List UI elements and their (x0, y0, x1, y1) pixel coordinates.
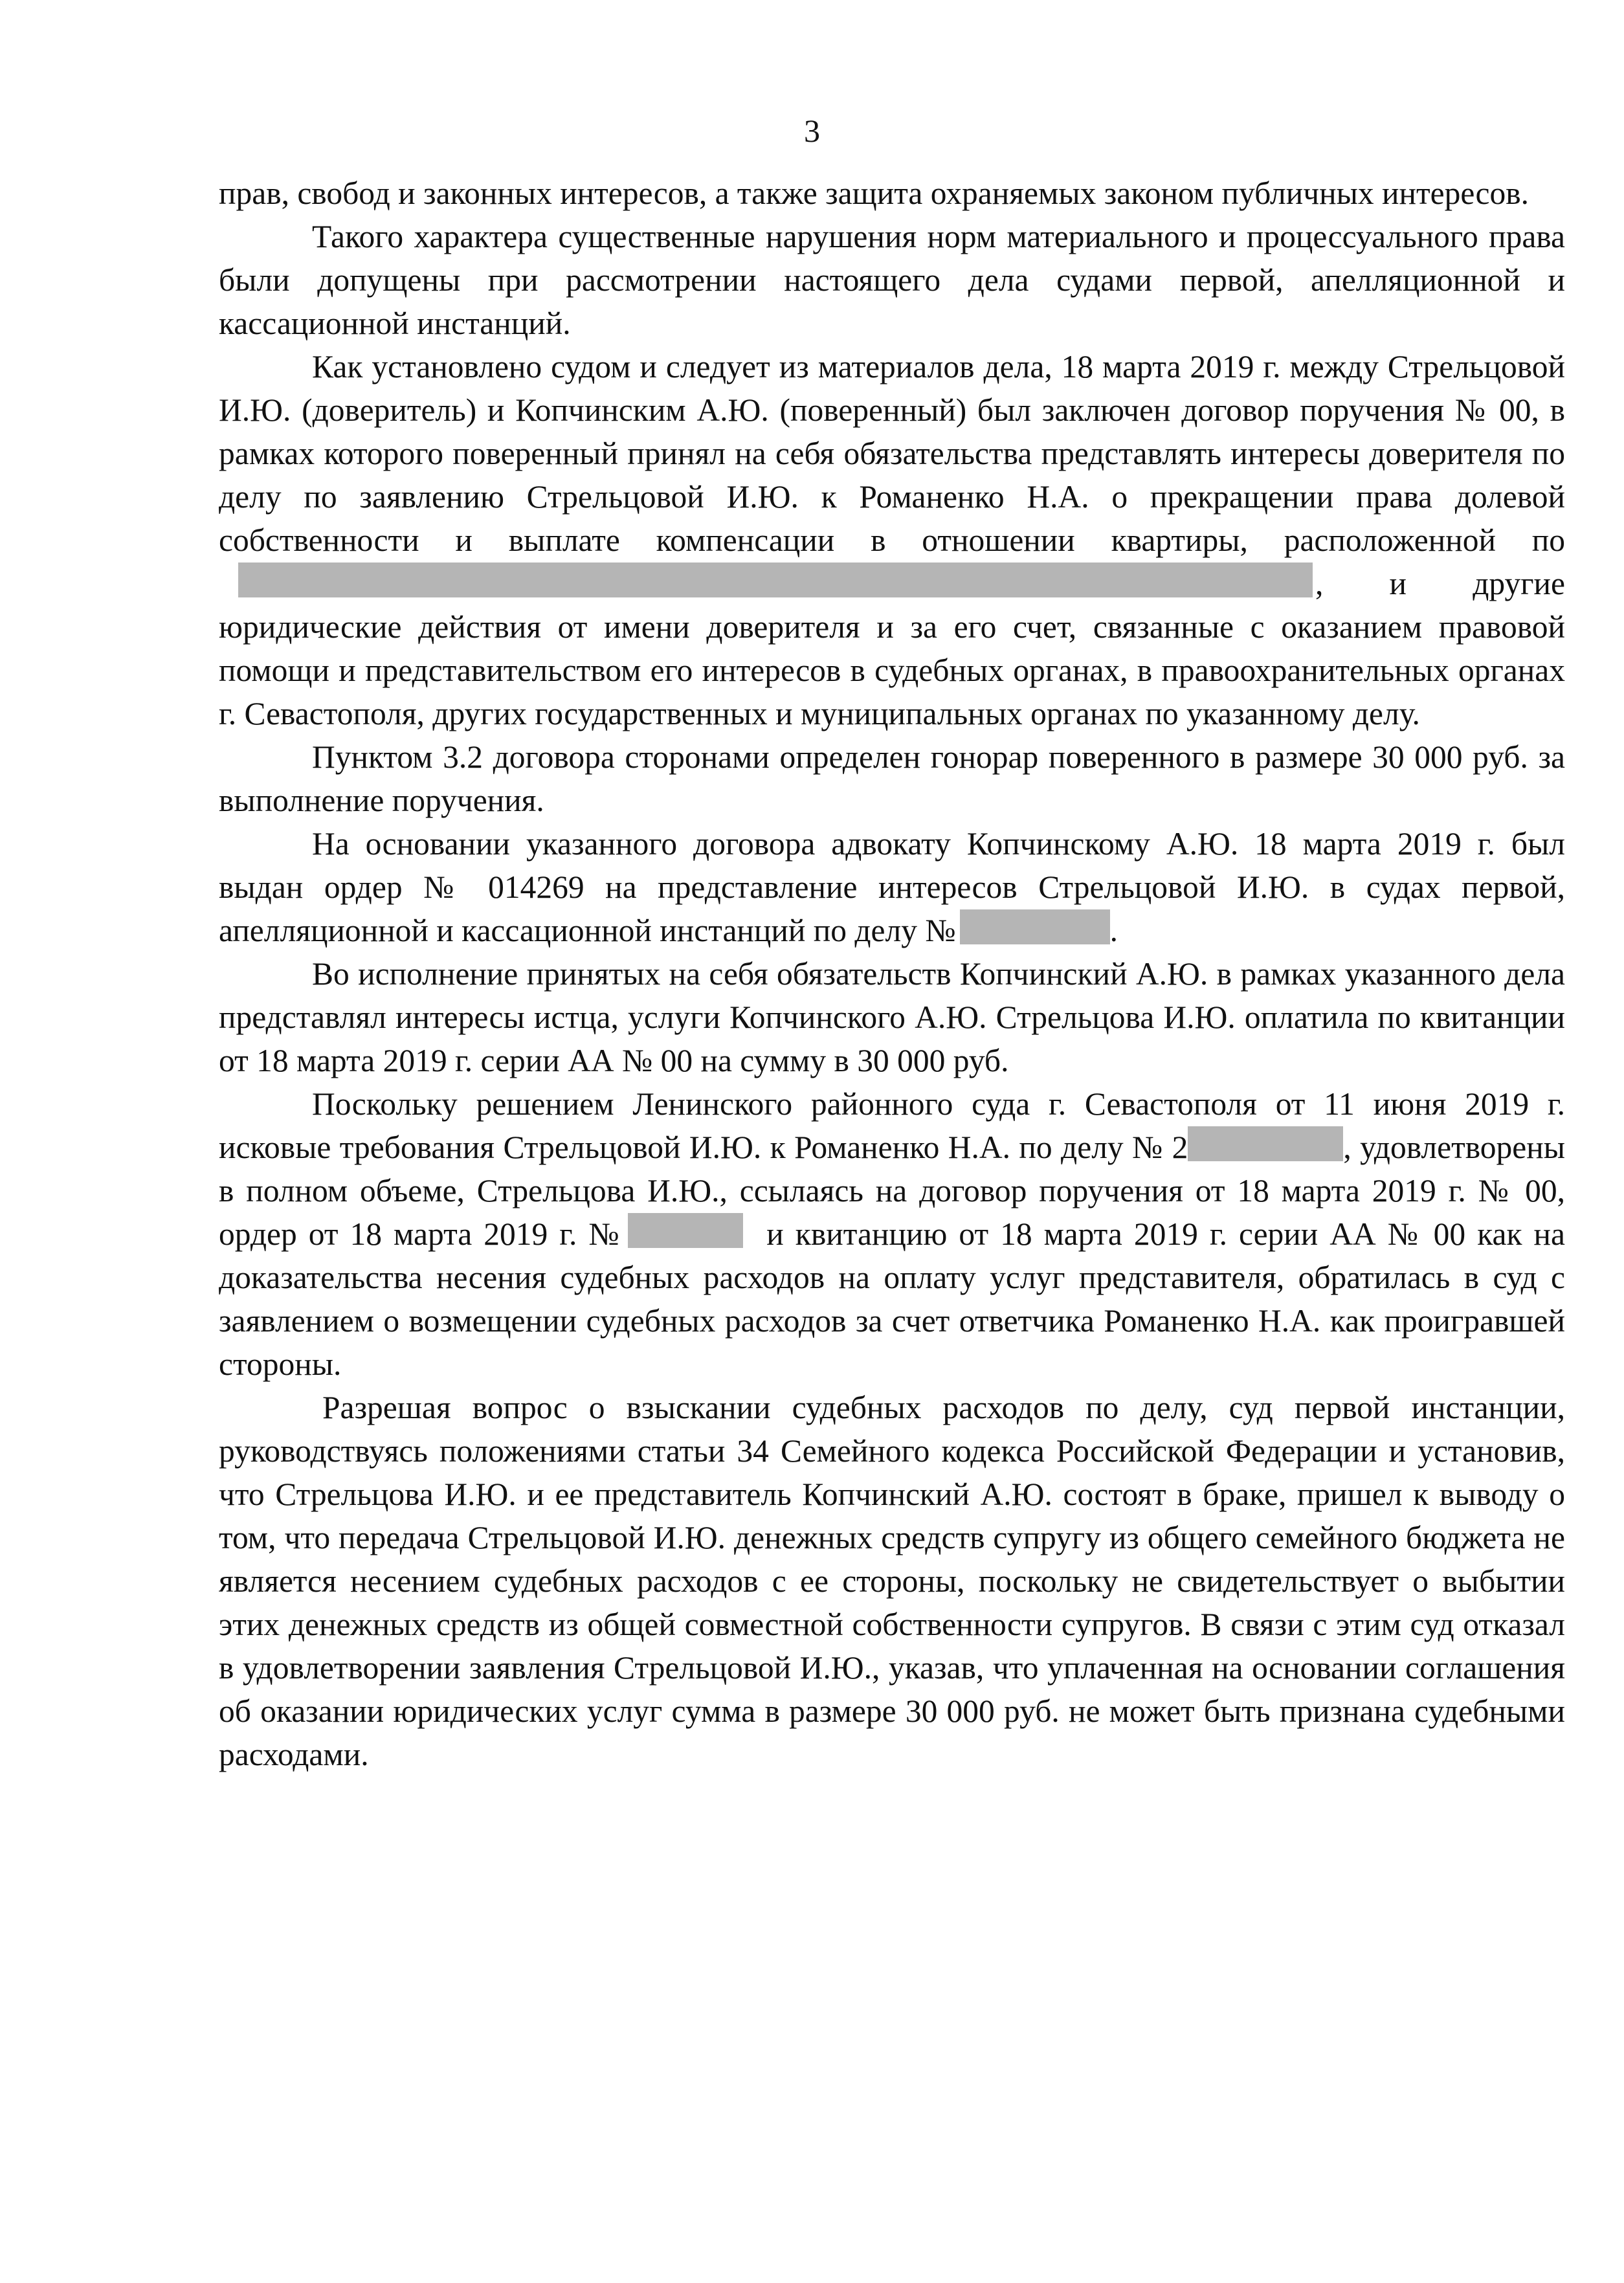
redacted-case-number-2 (1188, 1126, 1343, 1161)
redacted-order-number (628, 1213, 743, 1248)
redacted-address (238, 562, 1313, 597)
paragraph-8: Разрешая вопрос о взыскании судебных расходов по делу, суд первой инстанции, руководствуясь положениями статьи 34 Семейного кодекса Российской Федерации и установив, что Стрельцова И.Ю. и ее представитель Копчинский А.Ю. состоят в браке, пришел к выводу о том, что передача Стрельцовой И.Ю. денежных средств супругу из общего семейного бюджета не является несением судебных расходов с ее стороны, поскольку не свидетельствует о выбытии этих денежных средств из общей совместной собственности супругов. В связи с этим суд отказал в удовлетворении заявления Стрельцовой И.Ю., указав, что уплаченная на основании соглашения об оказании юридических услуг сумма в размере 30 000 руб. не может быть признана судебными расходами. (219, 1390, 1565, 1772)
paragraph-3 (219, 345, 1565, 735)
paragraph-7-text-b: , удовлетворены в полном объеме, Стрельцова И.Ю., ссылаясь на договор поручения от 18 марта 2019 г. № 00, ордер от 18 марта 2019 г. № (219, 1130, 1565, 1252)
paragraph-2: Такого характера существенные нарушения норм материального и процессуального права были допущены при рассмотрении настоящего дела судами первой, апелляционной и кассационной инстанций. (219, 219, 1565, 341)
paragraph-3-text-b: , и другие юридические действия от имени доверителя и за его счет, связанные с оказанием правовой помощи и представительством его интересов в судебных органах, в правоохранительных органах г. Севастополя, других государственных и муниципальных органах по указанному делу. (219, 566, 1565, 731)
paragraph-7 (219, 1082, 1565, 1386)
paragraph-5-text-b: . (1109, 913, 1118, 948)
paragraph-7-text-a: Поскольку решением Ленинского районного суда г. Севастополя от 11 июня 2019 г. исковые требования Стрельцовой И.Ю. к Романенко Н.А. по делу № 2 (219, 1086, 1565, 1165)
page-number: 3 (804, 113, 820, 149)
paragraph-5 (219, 822, 1565, 952)
document-body (219, 172, 1565, 1776)
paragraph-6: Во исполнение принятых на себя обязательств Копчинский А.Ю. в рамках указанного дела представлял интересы истца, услуги Копчинского А.Ю. Стрельцова И.Ю. оплатила по квитанции от 18 марта 2019 г. серии АА № 00 на сумму в 30 000 руб. (219, 956, 1565, 1078)
paragraph-4: Пунктом 3.2 договора сторонами определен гонорар поверенного в размере 30 000 руб. за выполнение поручения. (219, 739, 1565, 818)
paragraph-1: прав, свобод и законных интересов, а также защита охраняемых законом публичных интересов. (219, 175, 1529, 211)
paragraph-5-text-a: На основании указанного договора адвокату Копчинскому А.Ю. 18 марта 2019 г. был выдан ордер № 014269 на представление интересов Стрельцовой И.Ю. в судах первой, апелляционной и кассационной инстанций по делу № (219, 826, 1565, 948)
redacted-case-number (960, 909, 1110, 944)
paragraph-3-text-a: Как установлено судом и следует из материалов дела, 18 марта 2019 г. между Стрельцовой И.Ю. (доверитель) и Копчинским А.Ю. (поверенный) был заключен договор поручения № 00, в рамках которого поверенный принял на себя обязательства представлять интересы доверителя по делу по заявлению Стрельцовой И.Ю. к Романенко Н.А. о прекращении права долевой собственности и выплате компенсации в отношении квартиры, расположенной по (219, 349, 1565, 558)
paragraph-7-text-c: и квитанцию от 18 марта 2019 г. серии АА № 00 как на доказательства несения судебных расходов на оплату услуг представителя, обратилась в суд с заявлением о возмещении судебных расходов за счет ответчика Романенко Н.А. как проигравшей стороны. (219, 1216, 1565, 1382)
